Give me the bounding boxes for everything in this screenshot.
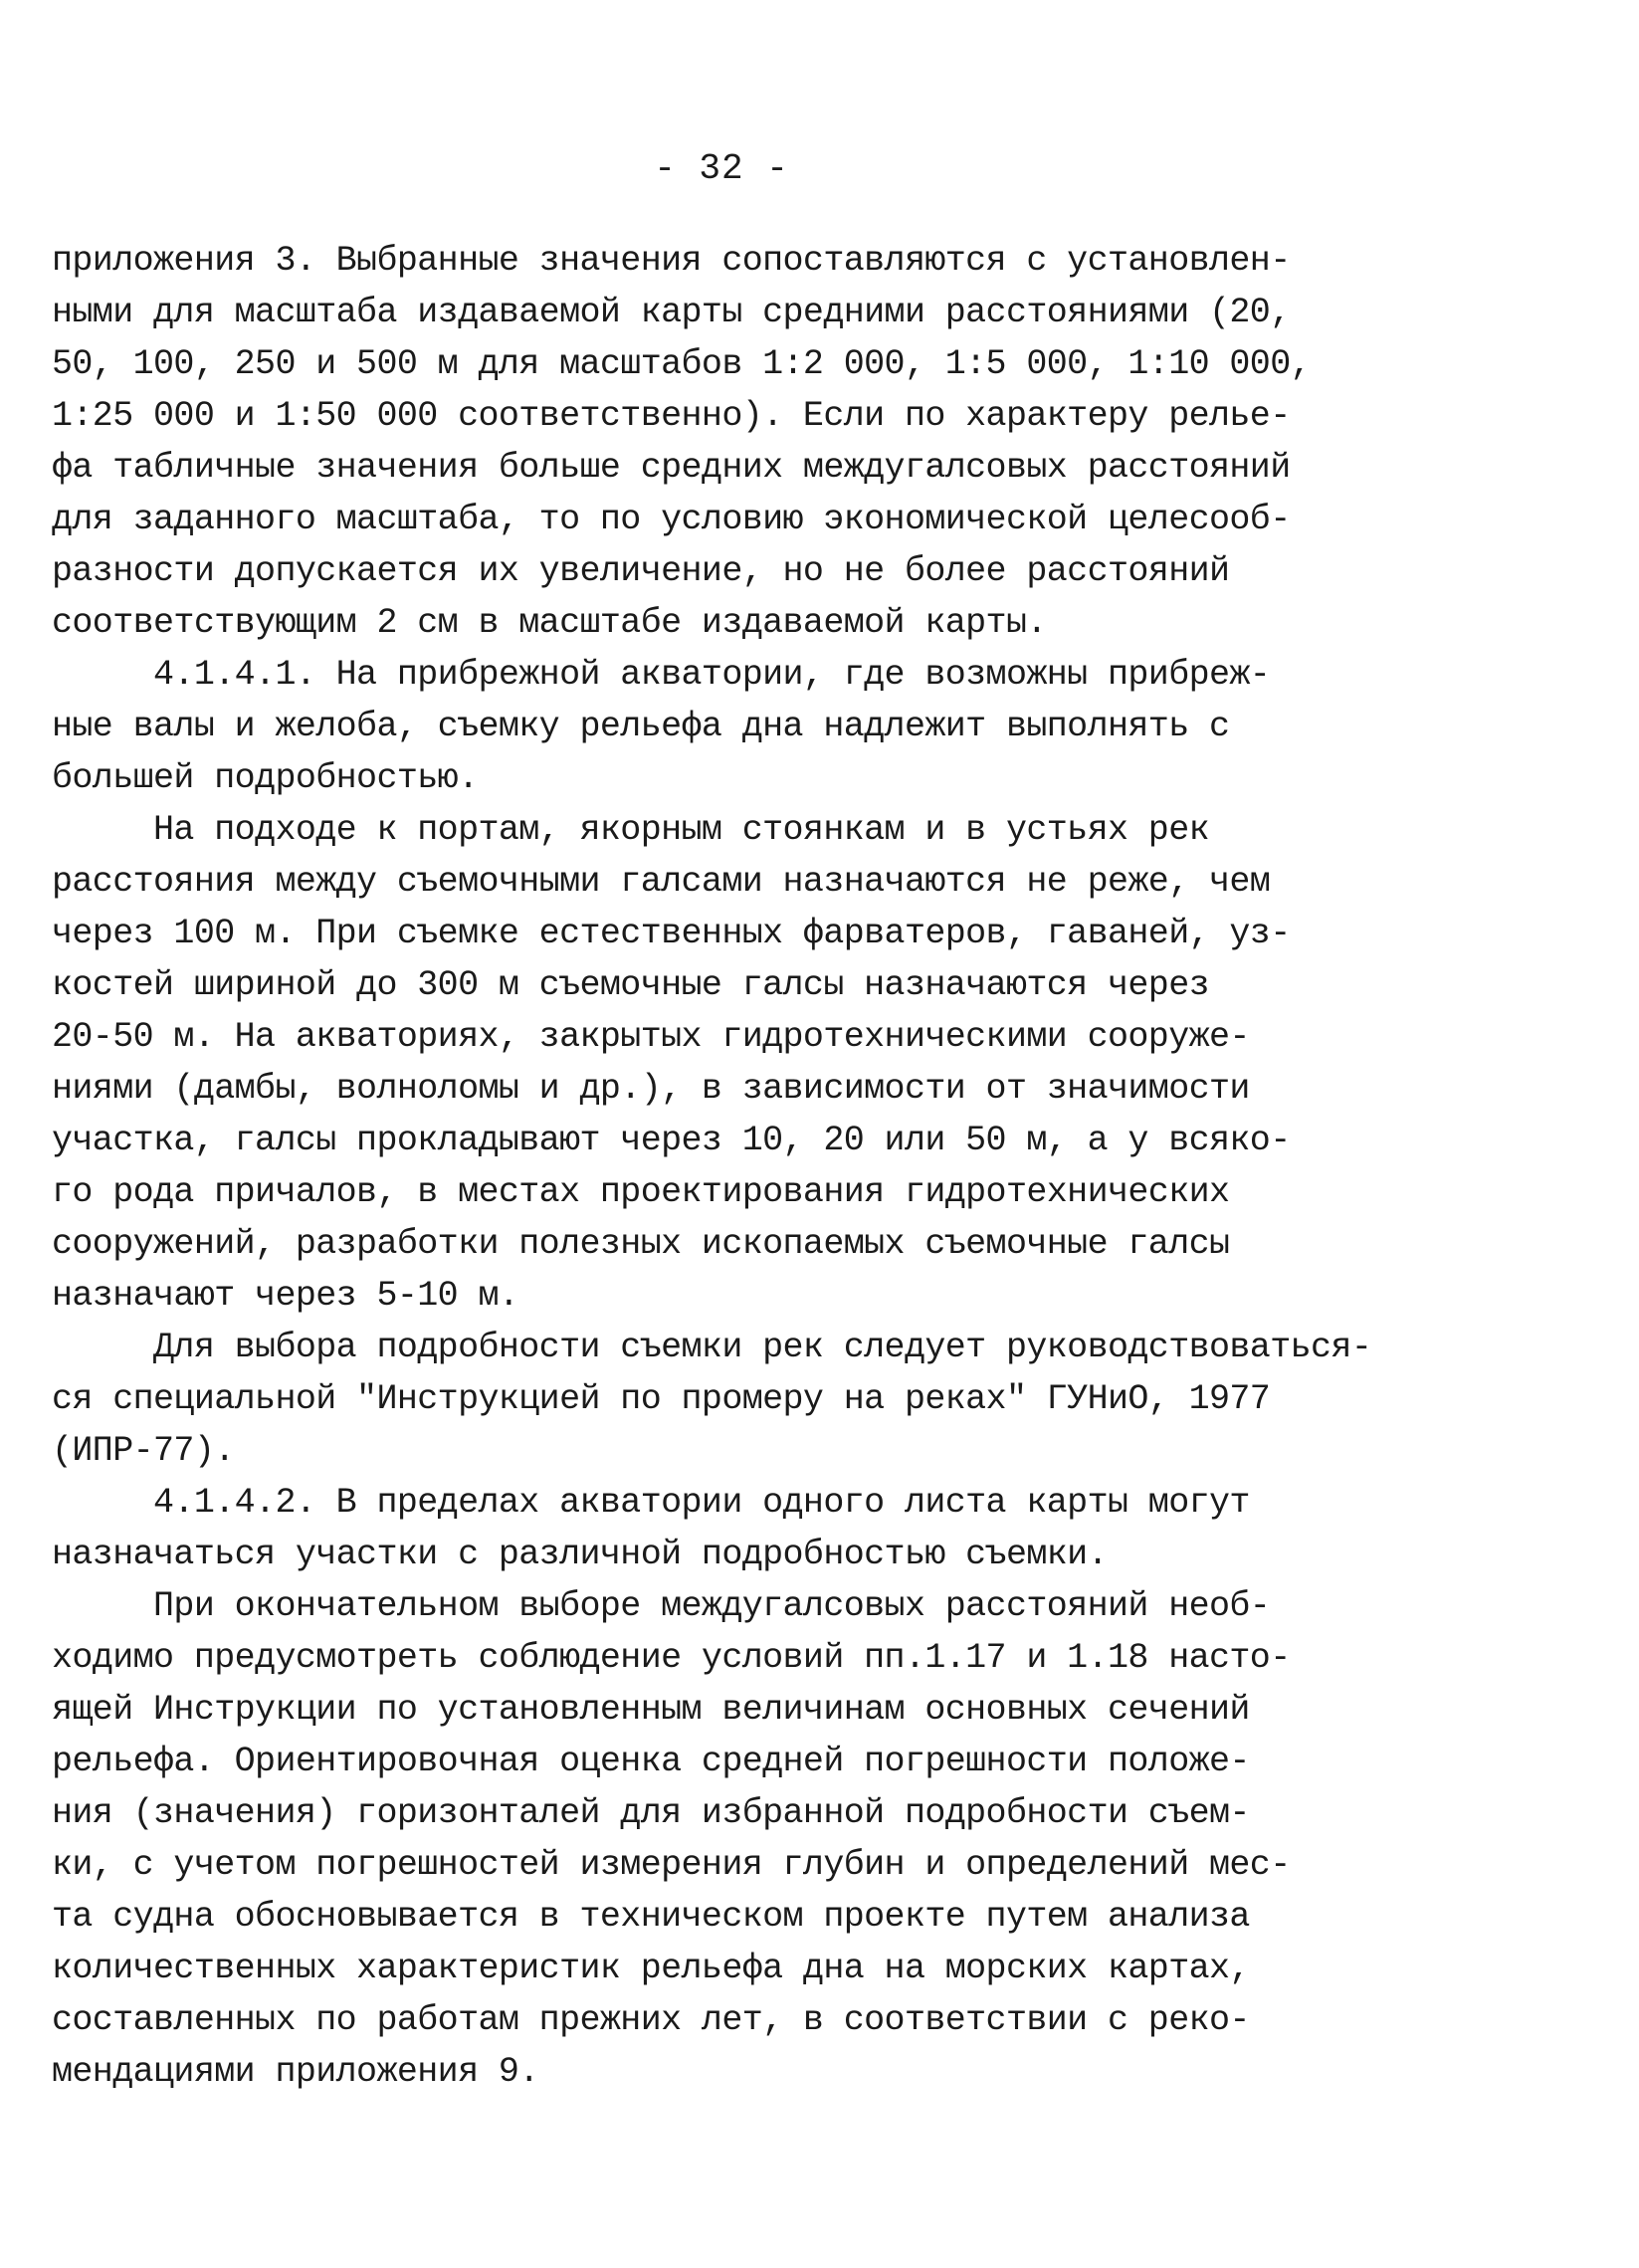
- text-line: сооружений, разработки полезных ископаемых съемочные галсы: [52, 1224, 1230, 1264]
- text-line: та судна обосновывается в техническом проекте путем анализа: [52, 1897, 1250, 1937]
- text-line: большей подробностью.: [52, 758, 479, 798]
- text-line: го рода причалов, в местах проектирования гидротехнических: [52, 1172, 1230, 1212]
- text-line: (ИПР-77).: [52, 1431, 235, 1471]
- text-line: участка, галсы прокладывают через 10, 20 или 50 м, а у всяко-: [52, 1121, 1291, 1160]
- text-line: ниями (дамбы, волноломы и др.), в зависимости от значимости: [52, 1069, 1250, 1109]
- text-line: приложения 3. Выбранные значения сопоставляются с установлен-: [52, 241, 1291, 281]
- text-line: составленных по работам прежних лет, в соответствии с реко-: [52, 2000, 1250, 2040]
- text-line: через 100 м. При съемке естественных фарватеров, гаваней, уз-: [52, 914, 1291, 953]
- body-text: [52, 235, 1425, 2098]
- text-line: для заданного масштаба, то по условию экономической целесооб-: [52, 500, 1291, 539]
- text-line: рельефа. Ориентировочная оценка средней погрешности положе-: [52, 1742, 1250, 1781]
- text-line: ные валы и желоба, съемку рельефа дна надлежит выполнять с: [52, 707, 1230, 746]
- text-line: 4.1.4.2. В пределах акватории одного листа карты могут: [52, 1483, 1250, 1523]
- text-line: ными для масштаба издаваемой карты средними расстояниями (20,: [52, 293, 1291, 332]
- text-line: ходимо предусмотреть соблюдение условий пп.1.17 и 1.18 насто-: [52, 1638, 1291, 1678]
- text-line: разности допускается их увеличение, но не более расстояний: [52, 551, 1230, 591]
- text-line: 4.1.4.1. На прибрежной акватории, где возможны прибреж-: [52, 655, 1271, 695]
- text-line: На подходе к портам, якорным стоянкам и в устьях рек: [52, 810, 1209, 850]
- text-line: 20-50 м. На акваториях, закрытых гидротехническими сооруже-: [52, 1017, 1250, 1057]
- text-line: количественных характеристик рельефа дна на морских картах,: [52, 1949, 1250, 1988]
- text-line: При окончательном выборе междугалсовых расстояний необ-: [52, 1586, 1271, 1626]
- text-line: назначают через 5-10 м.: [52, 1276, 519, 1316]
- text-line: назначаться участки с различной подробностью съемки.: [52, 1535, 1108, 1574]
- text-line: ящей Инструкции по установленным величинам основных сечений: [52, 1690, 1250, 1730]
- text-line: 1:25 000 и 1:50 000 соответственно). Если по характеру релье-: [52, 396, 1291, 436]
- text-line: мендациями приложения 9.: [52, 2052, 539, 2092]
- page-number: - 32 -: [654, 148, 789, 189]
- text-line: ки, с учетом погрешностей измерения глубин и определений мес-: [52, 1845, 1291, 1885]
- text-line: соответствующим 2 см в масштабе издаваемой карты.: [52, 603, 1047, 643]
- text-line: костей шириной до 300 м съемочные галсы назначаются через: [52, 965, 1209, 1005]
- text-line: Для выбора подробности съемки рек следует руководствоваться-: [52, 1328, 1372, 1367]
- text-line: ния (значения) горизонталей для избранной подробности съем-: [52, 1793, 1250, 1833]
- text-line: фа табличные значения больше средних междугалсовых расстояний: [52, 448, 1291, 488]
- text-line: расстояния между съемочными галсами назначаются не реже, чем: [52, 862, 1271, 902]
- text-line: 50, 100, 250 и 500 м для масштабов 1:2 000, 1:5 000, 1:10 000,: [52, 344, 1312, 384]
- text-line: ся специальной "Инструкцией по промеру на реках" ГУНиО, 1977: [52, 1379, 1271, 1419]
